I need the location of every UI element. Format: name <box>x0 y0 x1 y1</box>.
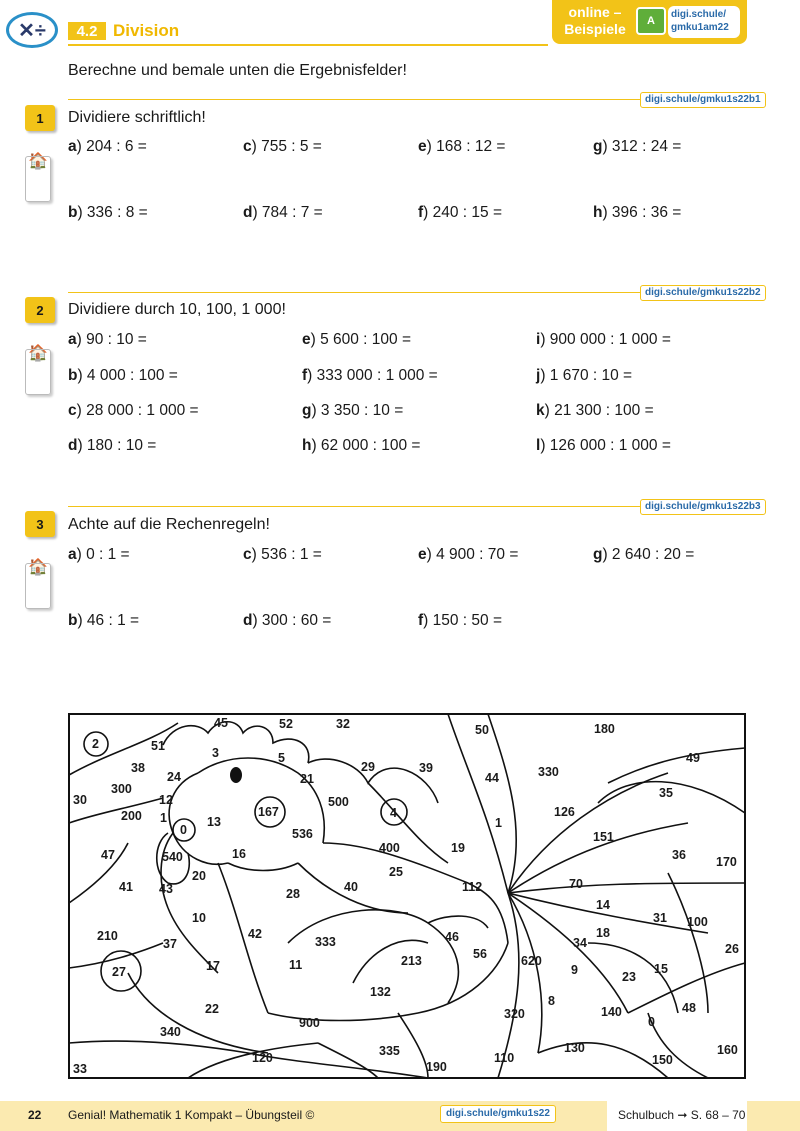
region-number: 340 <box>160 1025 181 1039</box>
exercise: a) 90 : 10 = <box>68 331 147 348</box>
region-number: 52 <box>279 717 293 731</box>
region-number: 70 <box>569 877 583 891</box>
schoolbook-reference: Schulbuch ➞ S. 68 – 70 <box>618 1108 746 1122</box>
region-number: 32 <box>336 717 350 731</box>
exercise: f) 150 : 50 = <box>418 612 503 629</box>
region-number: 1 <box>160 811 167 825</box>
region-number: 160 <box>717 1043 738 1057</box>
task-3-title: Achte auf die Rechenregeln! <box>68 516 270 533</box>
region-number: 536 <box>292 827 313 841</box>
region-number: 22 <box>205 1002 219 1016</box>
region-number: 27 <box>112 965 126 979</box>
exercise: d) 784 : 7 = <box>243 204 323 221</box>
region-number: 39 <box>419 761 433 775</box>
exercise: g) 312 : 24 = <box>593 138 682 155</box>
region-number: 3 <box>212 746 219 760</box>
exercise: b) 46 : 1 = <box>68 612 140 629</box>
region-number: 50 <box>475 723 489 737</box>
exercise: e) 5 600 : 100 = <box>302 331 412 348</box>
region-number: 110 <box>494 1051 515 1065</box>
logo: ✕÷ <box>6 12 58 48</box>
exercise: a) 204 : 6 = <box>68 138 147 155</box>
region-number: 42 <box>248 927 262 941</box>
side-card <box>25 156 51 202</box>
region-number: 130 <box>564 1041 585 1055</box>
region-number: 900 <box>299 1016 320 1030</box>
region-number: 15 <box>654 962 668 976</box>
task-1-title: Dividiere schriftlich! <box>68 109 206 126</box>
exercise: e) 168 : 12 = <box>418 138 506 155</box>
task-2-number: 2 <box>25 297 55 323</box>
region-number: 21 <box>300 772 314 786</box>
region-number: 16 <box>232 847 246 861</box>
region-number: 0 <box>180 823 187 837</box>
region-number: 4 <box>390 806 397 820</box>
online-label: online – Beispiele <box>564 4 626 37</box>
region-number: 47 <box>101 848 115 862</box>
region-number: 300 <box>111 782 132 796</box>
region-number: 29 <box>361 760 375 774</box>
region-number: 19 <box>451 841 465 855</box>
house-icon: 🏠 <box>28 153 48 170</box>
region-number: 500 <box>328 795 349 809</box>
header-divider <box>68 44 548 46</box>
exercise: h) 396 : 36 = <box>593 204 682 221</box>
region-number: 132 <box>370 985 391 999</box>
region-number: 213 <box>401 954 422 968</box>
region-number: 8 <box>548 994 555 1008</box>
app-icon: A <box>636 7 666 35</box>
region-number: 12 <box>159 793 173 807</box>
exercise: g) 3 350 : 10 = <box>302 402 404 419</box>
region-number: 400 <box>379 841 400 855</box>
book-title: Genial! Mathematik 1 Kompakt – Übungsteil © <box>68 1108 315 1122</box>
region-number: 0 <box>648 1015 655 1029</box>
exercise: c) 28 000 : 1 000 = <box>68 402 199 419</box>
house-icon: 🏠 <box>28 345 48 362</box>
task-1-number: 1 <box>25 105 55 131</box>
exercise: k) 21 300 : 100 = <box>536 402 654 419</box>
region-number: 1 <box>495 816 502 830</box>
task-3-number: 3 <box>25 511 55 537</box>
chapter-number: 4.2 <box>68 22 106 40</box>
region-number: 120 <box>252 1051 273 1065</box>
region-number: 26 <box>725 942 739 956</box>
region-number: 150 <box>652 1053 673 1067</box>
exercise: b) 4 000 : 100 = <box>68 367 178 384</box>
coloring-picture <box>68 713 746 1079</box>
region-number: 43 <box>159 882 173 896</box>
region-number: 41 <box>119 880 133 894</box>
region-number: 34 <box>573 936 587 950</box>
region-number: 30 <box>73 793 87 807</box>
region-number: 126 <box>554 805 575 819</box>
exercise: c) 755 : 5 = <box>243 138 322 155</box>
region-number: 45 <box>214 716 228 730</box>
region-number: 33 <box>73 1062 87 1076</box>
task-1-digi-link[interactable]: digi.schule/gmku1s22b1 <box>640 92 766 108</box>
region-number: 335 <box>379 1044 400 1058</box>
region-number: 14 <box>596 898 610 912</box>
region-number: 180 <box>594 722 615 736</box>
intro-text: Berechne und bemale unten die Ergebnisfelder! <box>68 62 407 79</box>
region-number: 11 <box>289 958 303 972</box>
region-number: 9 <box>571 963 578 977</box>
exercise: d) 300 : 60 = <box>243 612 332 629</box>
exercise: e) 4 900 : 70 = <box>418 546 519 563</box>
chapter-title: Division <box>113 21 180 40</box>
footer-digi-link[interactable]: digi.schule/gmku1s22 <box>440 1105 556 1123</box>
side-card <box>25 349 51 395</box>
region-number: 18 <box>596 926 610 940</box>
region-number: 36 <box>672 848 686 862</box>
region-number: 5 <box>278 751 285 765</box>
region-number: 56 <box>473 947 487 961</box>
exercise: d) 180 : 10 = <box>68 437 157 454</box>
region-number: 170 <box>716 855 737 869</box>
region-number: 100 <box>687 915 708 929</box>
exercise: i) 900 000 : 1 000 = <box>536 331 671 348</box>
region-number: 28 <box>286 887 300 901</box>
task-2-digi-link[interactable]: digi.schule/gmku1s22b2 <box>640 285 766 301</box>
region-number: 35 <box>659 786 673 800</box>
region-number: 20 <box>192 869 206 883</box>
region-number: 48 <box>682 1001 696 1015</box>
region-number: 167 <box>258 805 279 819</box>
region-number: 24 <box>167 770 181 784</box>
exercise: f) 333 000 : 1 000 = <box>302 367 438 384</box>
side-card <box>25 563 51 609</box>
region-number: 38 <box>131 761 145 775</box>
region-number: 25 <box>389 865 403 879</box>
region-number: 540 <box>162 850 183 864</box>
region-number: 51 <box>151 739 165 753</box>
region-number: 151 <box>593 830 614 844</box>
region-number: 333 <box>315 935 336 949</box>
region-number: 112 <box>462 880 483 894</box>
region-number: 140 <box>601 1005 622 1019</box>
region-number: 210 <box>97 929 118 943</box>
region-number: 320 <box>504 1007 525 1021</box>
task-2-title: Dividiere durch 10, 100, 1 000! <box>68 301 286 318</box>
exercise: l) 126 000 : 1 000 = <box>536 437 671 454</box>
exercise: f) 240 : 15 = <box>418 204 503 221</box>
house-icon: 🏠 <box>28 559 48 576</box>
region-number: 620 <box>521 954 542 968</box>
region-number: 44 <box>485 771 499 785</box>
region-number: 190 <box>426 1060 447 1074</box>
exercise: h) 62 000 : 100 = <box>302 437 421 454</box>
region-number: 2 <box>92 737 99 751</box>
exercise: b) 336 : 8 = <box>68 204 148 221</box>
region-number: 330 <box>538 765 559 779</box>
exercise: a) 0 : 1 = <box>68 546 130 563</box>
region-number: 31 <box>653 911 667 925</box>
region-number: 37 <box>163 937 177 951</box>
region-number: 46 <box>445 930 459 944</box>
online-link[interactable]: digi.schule/ gmku1am22 <box>671 9 729 33</box>
region-number: 49 <box>686 751 700 765</box>
region-number: 23 <box>622 970 636 984</box>
task-3-digi-link[interactable]: digi.schule/gmku1s22b3 <box>640 499 766 515</box>
region-number: 10 <box>192 911 206 925</box>
exercise: c) 536 : 1 = <box>243 546 322 563</box>
region-number: 13 <box>207 815 221 829</box>
region-number: 200 <box>121 809 142 823</box>
exercise: j) 1 670 : 10 = <box>536 367 633 384</box>
page-number: 22 <box>28 1108 42 1122</box>
region-number: 40 <box>344 880 358 894</box>
region-number: 17 <box>206 959 220 973</box>
exercise: g) 2 640 : 20 = <box>593 546 695 563</box>
